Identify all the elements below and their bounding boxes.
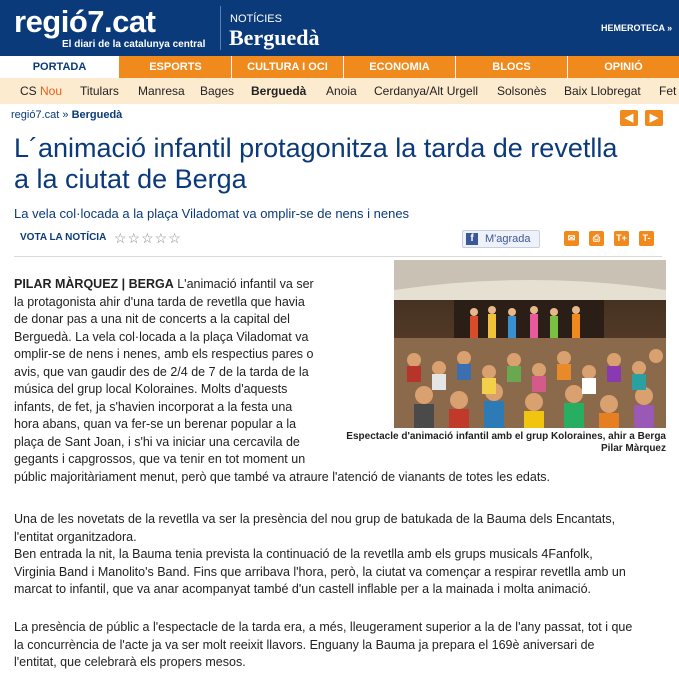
- tab-esports[interactable]: ESPORTS: [120, 56, 232, 78]
- subnav-item-bergueda[interactable]: Berguedà: [251, 84, 307, 98]
- facebook-like-button[interactable]: [462, 230, 540, 248]
- section-kicker: NOTÍCIES: [230, 13, 282, 25]
- text-larger-icon: T+: [616, 233, 627, 243]
- main-nav: [0, 56, 679, 78]
- breadcrumb-separator: »: [62, 109, 69, 121]
- site-logo[interactable]: regió7.cat: [14, 4, 156, 39]
- paragraph-line: infants, de fet, ja s'havien incorporat a la festa una: [14, 399, 293, 414]
- paragraph-line: Virginia Band i Manolito's Band. Fins que arribava l'hora, però, la ciutat va començar a respirar revetlla amb un: [14, 564, 626, 579]
- paragraph-line: l'entitat, que celebrarà els propers mesos.: [14, 655, 246, 669]
- tab-economia[interactable]: ECONOMIA: [344, 56, 456, 78]
- subnav-item-manresa[interactable]: Manresa: [138, 84, 185, 98]
- facebook-icon: f: [466, 233, 478, 245]
- text-larger-button[interactable]: [614, 231, 629, 246]
- paragraph-line: gegants i capgrossos, que va tenir en tot moment un: [14, 452, 306, 466]
- email-button[interactable]: [564, 231, 579, 246]
- subnav-item-bages[interactable]: Bages: [200, 84, 235, 98]
- breadcrumb-section[interactable]: Berguedà: [71, 109, 123, 121]
- vote-label: VOTA LA NOTÍCIA: [20, 232, 107, 243]
- article-photo[interactable]: [394, 260, 666, 428]
- paragraph-line: música del grup local Koloraines. Molts d'aquests: [14, 382, 288, 396]
- divider: [14, 256, 662, 257]
- tab-blocs[interactable]: BLOCS: [456, 56, 568, 78]
- subnav-item-fet[interactable]: Fet: [659, 84, 677, 98]
- prev-article-button[interactable]: [620, 110, 638, 126]
- article-headline: L´animació infantil protagonitza la tarda de revetlla a la ciutat de Berga: [14, 133, 618, 194]
- paragraph-line: de donar pas a una nit de concerts a la capital del: [14, 312, 290, 326]
- breadcrumb-home[interactable]: regió7.cat: [11, 109, 60, 121]
- site-header: [0, 0, 679, 56]
- text-smaller-icon: T-: [642, 233, 651, 243]
- paragraph-line: plaça de Sant Joan, i s'hi va iniciar una cercavila de: [14, 434, 300, 449]
- caption-text: Espectacle d'animació infantil amb el grup Koloraines, ahir a Berga: [346, 431, 666, 442]
- tab-opinio[interactable]: OPINIÓ: [604, 61, 643, 73]
- paragraph-line: La presència de públic a l'espectacle de la tarda era, a més, lleugerament superior a la de l'any passat, tot i que: [14, 620, 633, 634]
- print-button[interactable]: [589, 231, 604, 246]
- paragraph-line: la concurrència de l'acte ja va ser molt reeixit llavors. Enguany la Bauma ja prepara el 169è aniversari de: [14, 637, 595, 652]
- paragraph-line: marcat to infantil, que va anar acompanyat també d'un castell inflable per a la mainada i molta animació.: [14, 582, 592, 596]
- header-divider: [220, 6, 221, 50]
- paragraph-line: hora abans, quan va fer-se un berenar popular a la: [14, 417, 297, 431]
- paragraph-line: avis, que van gaudir des de 2/4 de 7 de la tarda de la: [14, 364, 309, 379]
- arrow-left-icon: ◀: [624, 112, 634, 124]
- breadcrumb: [11, 109, 122, 121]
- paragraph-line: l'entitat organitzadora.: [14, 529, 137, 544]
- paragraph-line: Berguedà. La vela col·locada a la plaça Viladomat va: [14, 329, 309, 344]
- next-article-button[interactable]: [645, 110, 663, 126]
- paragraph-line: Ben entrada la nit, la Bauma tenia prevista la continuació de la revetlla amb els grups musicals 4Fanfolk,: [14, 547, 593, 561]
- subnav-item-titulars[interactable]: Titulars: [80, 84, 119, 98]
- print-icon: ⎙: [592, 233, 601, 243]
- article-paragraph-4: [14, 619, 674, 672]
- email-icon: ✉: [567, 233, 576, 243]
- article-paragraph-3: [14, 546, 674, 599]
- rating-stars[interactable]: ☆☆☆☆☆: [114, 230, 182, 246]
- hemeroteca-link[interactable]: HEMEROTECA »: [601, 23, 673, 33]
- article-byline: PILAR MÀRQUEZ | BERGA: [14, 277, 174, 291]
- subnav-item-solsones[interactable]: Solsonès: [497, 84, 547, 98]
- photo-credit: Pilar Màrquez: [600, 443, 666, 454]
- subnav-item-cs[interactable]: CS: [20, 84, 37, 98]
- subnav-item-baix-llobregat[interactable]: Baix Llobregat: [564, 84, 641, 98]
- tab-portada[interactable]: PORTADA: [0, 56, 120, 78]
- subnav-item-nou[interactable]: Nou: [40, 84, 63, 98]
- article-subtitle: La vela col·locada a la plaça Viladomat va omplir-se de nens i nenes: [14, 206, 410, 221]
- subnav-item-cerdanya[interactable]: Cerdanya/Alt Urgell: [374, 84, 479, 98]
- paragraph-line: públic majoritàriament menut, però que també va atraure l'atenció de vianants de totes les edats.: [14, 469, 551, 484]
- site-tagline: El diari de la catalunya central: [62, 39, 206, 50]
- paragraph-line: omplir-se de nens i nenes, amb els respectius pares o: [14, 347, 314, 361]
- like-label: M'agrada: [485, 233, 531, 245]
- article-paragraph-2: [14, 511, 674, 546]
- section-title[interactable]: Berguedà: [229, 25, 320, 50]
- tab-cultura-i-oci[interactable]: CULTURA I OCI: [232, 56, 344, 78]
- paragraph-line: L'animació infantil va ser: [177, 277, 314, 291]
- sub-nav: [0, 78, 679, 104]
- subnav-item-anoia[interactable]: Anoia: [326, 84, 357, 98]
- arrow-right-icon: ▶: [649, 112, 659, 124]
- text-smaller-button[interactable]: [639, 231, 654, 246]
- paragraph-line: la protagonista ahir d'una tarda de revetlla que havia: [14, 294, 305, 309]
- paragraph-line: Una de les novetats de la revetlla va ser la presència del nou grup de batukada de la Bauma dels Encantats,: [14, 512, 616, 526]
